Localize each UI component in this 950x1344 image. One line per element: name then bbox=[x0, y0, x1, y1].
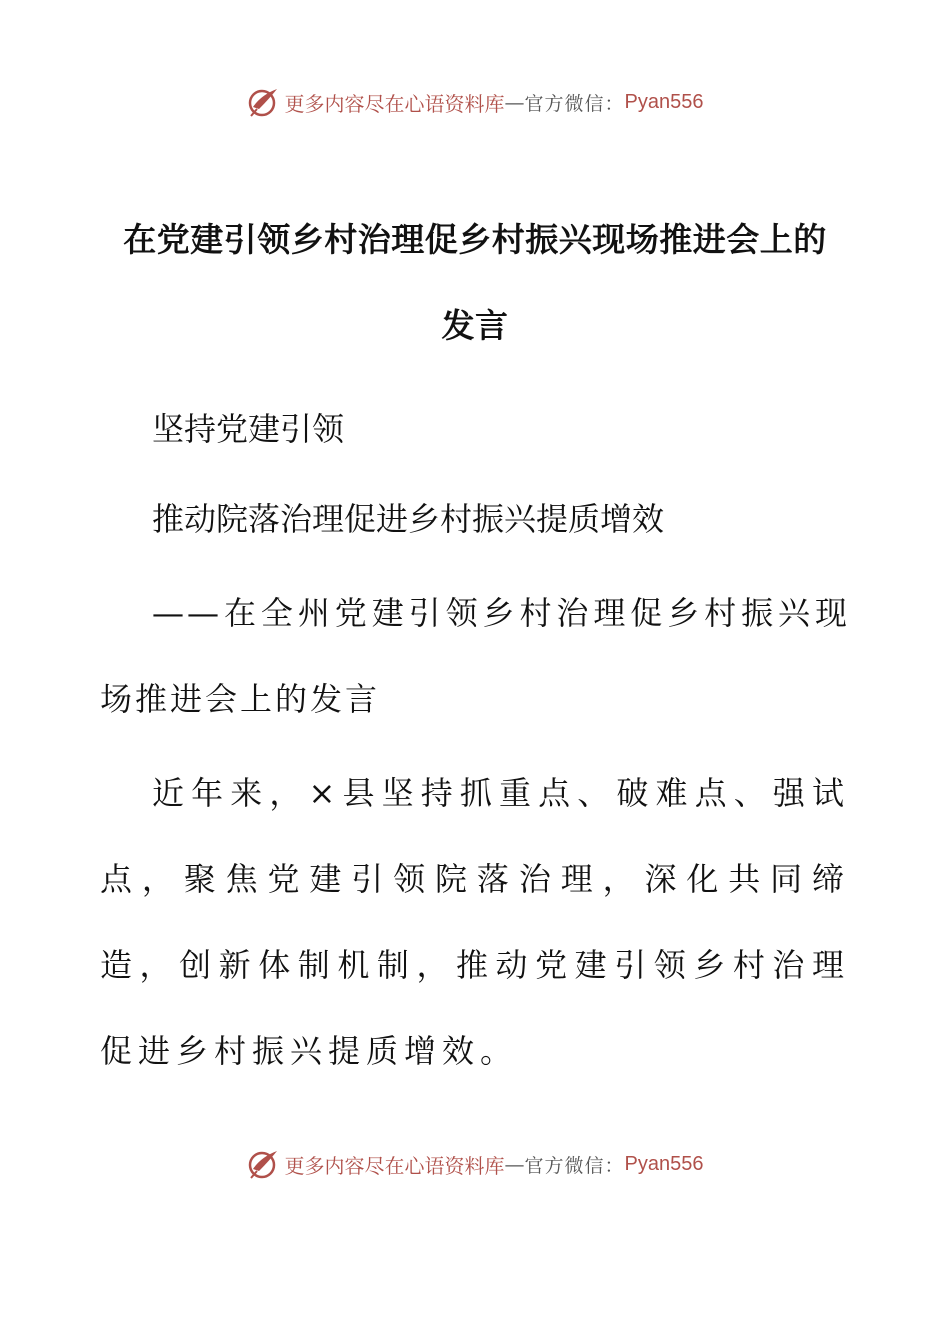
header-watermark-banner bbox=[0, 82, 950, 122]
document-title-line-2: 发言 bbox=[441, 306, 509, 345]
footer-watermark-banner bbox=[0, 1144, 950, 1184]
quill-logo-icon bbox=[247, 85, 281, 119]
subtitle-paragraph-3: ——在全州党建引领乡村治理促乡村振兴现场推进会上的发言 bbox=[100, 594, 850, 718]
banner-wechat-label: 官方微信： bbox=[524, 92, 625, 115]
document-title-line-1: 在党建引领乡村治理促乡村振兴现场推进会上的 bbox=[123, 220, 827, 259]
banner-brand-text: 更多内容尽在心语资料库 bbox=[284, 91, 505, 116]
subtitle-paragraph-2: 推动院落治理促进乡村振兴提质增效 bbox=[152, 500, 665, 538]
banner-wechat-id: Pyan556 bbox=[624, 90, 704, 113]
body-paragraph: 近年来，×县坚持抓重点、破难点、强试点，聚焦党建引领院落治理，深化共同缔造，创新体制机制，推动党建引领乡村治理促进乡村振兴提质增效。 bbox=[100, 774, 850, 1070]
banner-brand-text: 更多内容尽在心语资料库 bbox=[284, 1153, 505, 1178]
banner-wechat-id: Pyan556 bbox=[624, 1152, 704, 1175]
banner-dash: — bbox=[504, 90, 525, 114]
quill-logo-icon bbox=[247, 1147, 281, 1181]
subtitle-paragraph-1: 坚持党建引领 bbox=[152, 410, 345, 448]
banner-dash: — bbox=[504, 1152, 525, 1176]
banner-wechat-label: 官方微信： bbox=[524, 1154, 625, 1177]
